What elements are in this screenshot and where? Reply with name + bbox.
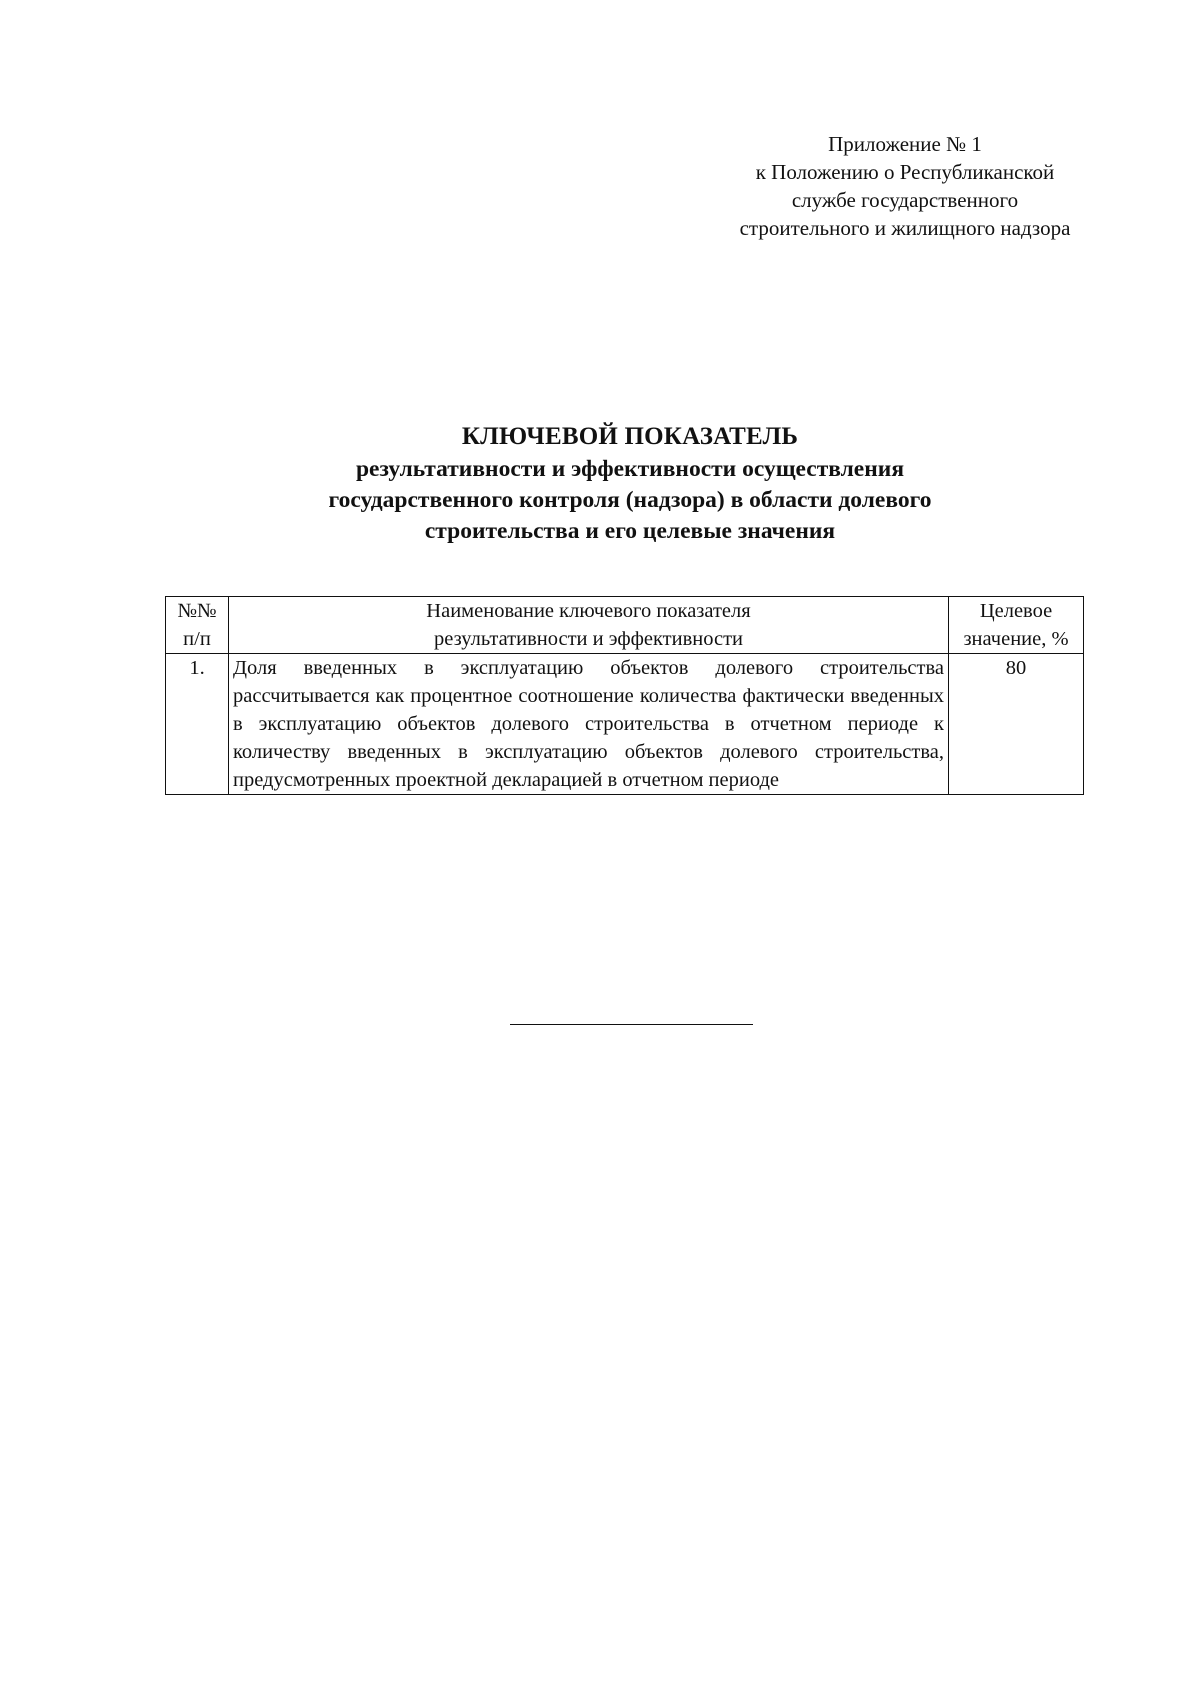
table-row: [166, 654, 1084, 795]
header-value: [949, 597, 1084, 654]
row-value: 80: [949, 654, 1084, 795]
header-value-line: Целевое: [979, 600, 1053, 622]
document-title: [160, 420, 1100, 547]
row-description: Доля введенных в эксплуатацию объектов долевого строительства рассчитывается как процентное соотношение количества фактически введенных в эксплуатацию объектов долевого строительства в отчетном периоде к количеству введенных в эксплуатацию объектов долевого строительства, предусмотренных проектной декларацией в отчетном периоде: [229, 654, 949, 795]
title-line: государственного контроля (надзора) в области долевого: [328, 487, 932, 513]
header-value-line: значение, %: [963, 628, 1069, 650]
header-num-line: п/п: [183, 628, 211, 650]
annex-line: к Положению о Республиканской: [755, 160, 1055, 184]
annex-line: строительного и жилищного надзора: [739, 216, 1071, 240]
header-name: [229, 597, 949, 654]
header-num-line: №№: [177, 600, 217, 622]
header-name-line: результативности и эффективности: [433, 628, 744, 650]
annex-line: службе государственного: [791, 188, 1019, 212]
kpi-table: [165, 596, 1084, 795]
title-line: результативности и эффективности осуществления: [355, 456, 905, 482]
header-name-line: Наименование ключевого показателя: [426, 600, 751, 622]
header-num: [166, 597, 229, 654]
title-line: строительства и его целевые значения: [424, 518, 836, 544]
title-main: КЛЮЧЕВОЙ ПОКАЗАТЕЛЬ: [461, 423, 799, 450]
table-header-row: [166, 597, 1084, 654]
annex-header: [700, 130, 1110, 242]
row-num: 1.: [166, 654, 229, 795]
annex-line: Приложение № 1: [828, 132, 982, 156]
end-divider: [510, 1024, 753, 1025]
